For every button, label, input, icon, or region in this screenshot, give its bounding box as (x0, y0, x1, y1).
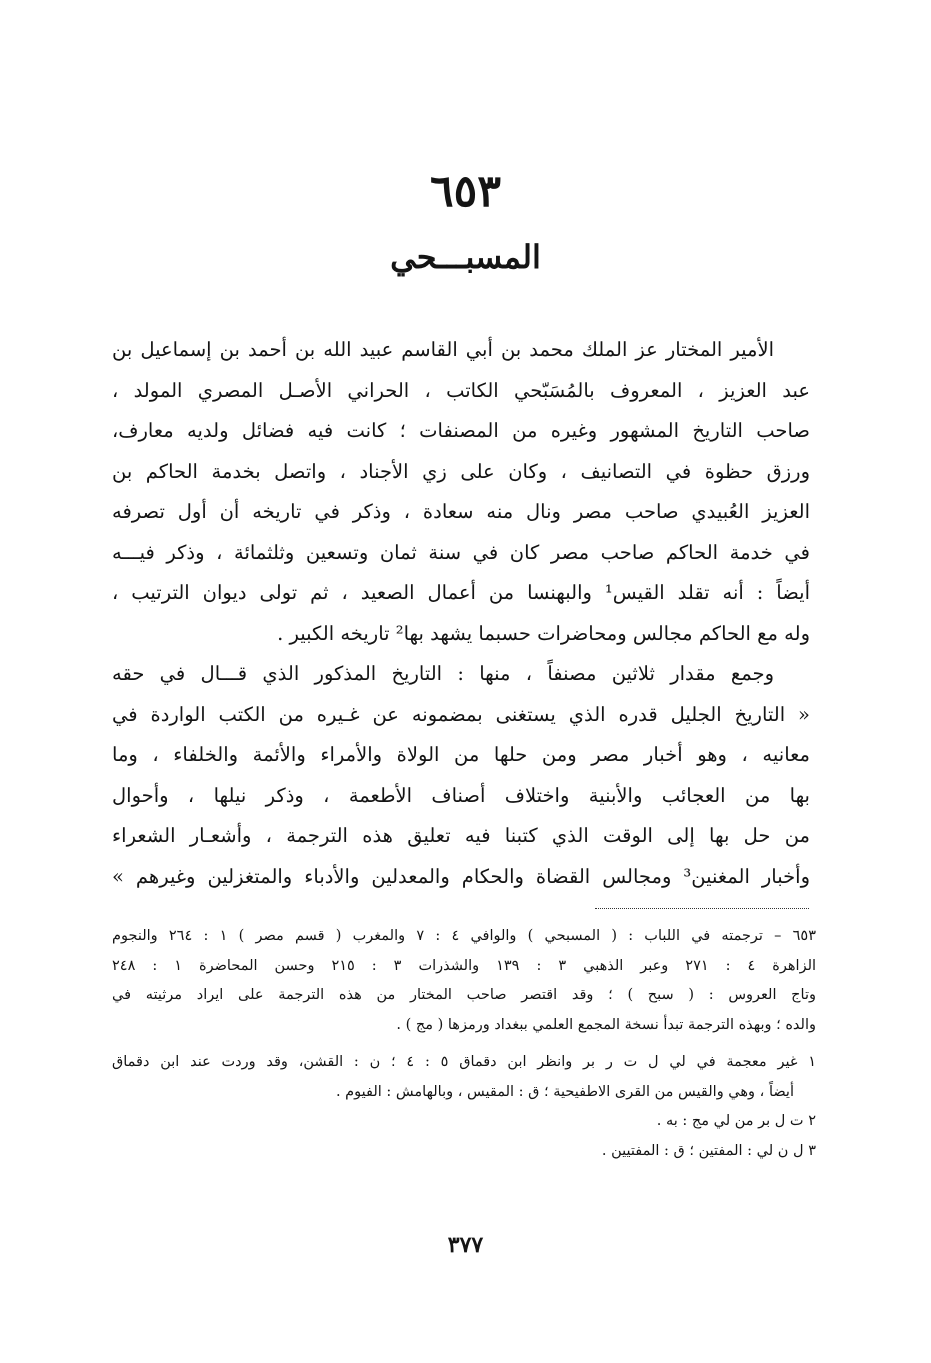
footnote-line: ٢ ت ل بر من لي مج : به . (656, 1113, 816, 1129)
source-note-line: ٦٥٣ – ترجمته في اللباب : ( المسبحي ) والوافي ٤ : ٧ والمغرب ( قسم مصر ) ١ : ٢٦٤ والنجوم (112, 928, 816, 944)
text-line: وله مع الحاكم مجالس ومحاضرات حسبما يشهد بها² تاريخه الكبير . (277, 621, 810, 645)
text-line: الأمير المختار عز الملك محمد بن أبي القاسم عبيد الله بن أحمد بن إسماعيل بن (112, 338, 774, 361)
text-line: وأخبار المغنين³ ومجالس القضاة والحكام والمعدلين والأدباء والمتغزلين وغيرهم » (112, 864, 810, 888)
text-line: « التاريخ الجليل قدره الذي يستغنى بمضمونه عن غـيره من الكتب الواردة في (112, 702, 810, 726)
entry-title: المسبـــحي (390, 238, 541, 276)
text-line: وجمع مقدار ثلاثين مصنفاً ، منها : التاريخ المذكور الذي قـــال في حقه (112, 662, 774, 685)
text-line: معانيه ، وهو أخبار مصر ومن حلها من الولاة والأمراء والأئمة والخلفاء ، وما (112, 743, 810, 766)
footnote-line: أيضاً ، وهي والقيس من القرى الاطفيحية ؛ ق : المقيس ، وبالهامش : الفيوم . (335, 1083, 794, 1100)
source-note-line: الزاهرة ٤ : ٢٧١ وعبر الذهبي ٣ : ١٣٩ والشذرات ٣ : ٢١٥ وحسن المحاضرة ١ : ٢٤٨ (112, 957, 816, 974)
footnote-line: ٣ ل ن لي : المفتين ؛ ق : المفتيين . (601, 1142, 816, 1159)
text-line: أيضاً : أنه تقلد القيس¹ والبهنسا من أعمال الصعيد ، ثم تولى ديوان الترتيب ، (112, 581, 810, 604)
page-number: ٣٧٧ (447, 1232, 484, 1258)
source-note-line: وتاج العروس : ( سبح ) ؛ وقد اقتصر صاحب المختار من هذه الترجمة على ايراد مرثيته في (112, 987, 816, 1003)
footnote-line: ١ غير معجمة في لي ل ت ر بر وانظر ابن دقماق ٥ : ٤ ؛ ن : القشن، وقد وردت عند ابن دقماق (112, 1054, 816, 1070)
text-line: صاحب التاريخ المشهور وغيره من المصنفات ؛ كانت فيه فضائل ولديه معارف، (112, 419, 810, 442)
text-line: العزيز العُبيدي صاحب مصر ونال منه سعادة ، وذكر في تاريخه أن أول تصرفه (112, 500, 810, 523)
text-line: من حل بها إلى الوقت الذي كتبنا فيه تعليق هذه الترجمة ، وأشعـار الشعراء (112, 824, 810, 847)
text-line: عبد العزيز ، المعروف بالمُسَبّحي الكاتب ، الحراني الأصـل المصري المولد ، (112, 378, 810, 402)
text-line: ورزق حظوة في التصانيف ، وكان على زي الأجناد ، واتصل بخدمة الحاكم بن (112, 459, 810, 483)
text-line: في خدمة الحاكم صاحب مصر كان في سنة ثمان وتسعين وثلثمائة ، وذكر فيـــه (112, 540, 810, 564)
source-note-line: والده ؛ وبهذه الترجمة تبدأ نسخة المجمع العلمي ببغداد ورمزها ( مج ) . (396, 1016, 816, 1033)
biography-text (112, 330, 810, 897)
text-line: بها من العجائب والأبنية واختلاف أصناف الأطعمة ، وذكر نيلها ، وأحوال (112, 783, 810, 807)
footnotes (112, 922, 816, 1166)
footnote-divider (595, 908, 809, 909)
entry-number: ٦٥٣ (430, 166, 501, 217)
